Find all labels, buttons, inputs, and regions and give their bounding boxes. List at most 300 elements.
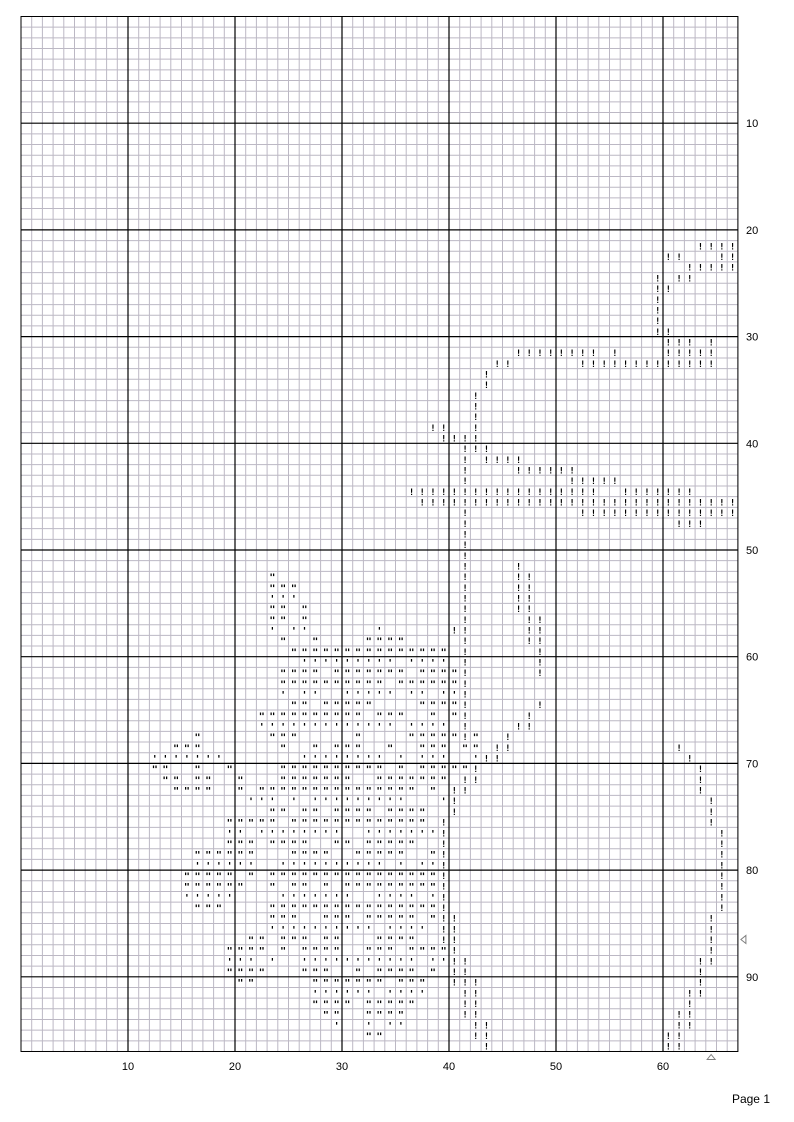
stitch-tick: ' (173, 754, 180, 766)
stitch-tick: ' (290, 860, 297, 872)
stitch-excl: ! (665, 487, 672, 498)
stitch-tick: ' (312, 892, 319, 904)
stitch-excl: ! (515, 594, 522, 605)
stitch-excl: ! (462, 498, 468, 509)
stitch-excl: ! (440, 839, 447, 850)
stitch-dquote: " (322, 700, 329, 712)
stitch-tick: ' (280, 860, 287, 872)
stitch-dquote: " (397, 786, 404, 798)
stitch-dquote: " (376, 764, 383, 776)
stitch-excl: ! (473, 978, 479, 989)
stitch-dquote: " (376, 999, 383, 1011)
stitch-dquote: " (472, 732, 479, 744)
stitch-dquote: " (194, 764, 201, 776)
stitch-dquote: " (290, 839, 297, 851)
stitch-tick: ' (408, 892, 415, 904)
stitch-dquote: " (419, 946, 426, 958)
stitch-tick: ' (419, 658, 426, 670)
stitch-dquote: " (312, 743, 319, 755)
stitch-tick: ' (301, 754, 308, 766)
stitch-tick: ' (397, 956, 404, 968)
stitch-excl: ! (729, 498, 736, 509)
stitch-tick: ' (376, 860, 383, 872)
stitch-excl: ! (505, 455, 511, 466)
stitch-excl: ! (665, 509, 672, 520)
stitch-dquote: " (258, 967, 265, 979)
stitch-dquote: " (429, 711, 436, 723)
center-column-marker-icon (707, 1054, 715, 1059)
stitch-dquote: " (429, 647, 436, 659)
stitch-excl: ! (494, 754, 500, 765)
stitch-dquote: " (408, 818, 415, 830)
stitch-dquote: " (301, 946, 308, 958)
stitch-excl: ! (622, 509, 629, 520)
stitch-tick: ' (226, 892, 233, 904)
stitch-excl: ! (451, 967, 458, 978)
stitch-dquote: " (376, 818, 383, 830)
stitch-excl: ! (440, 818, 447, 829)
stitch-excl: ! (558, 349, 565, 360)
stitch-tick: ' (397, 988, 404, 1000)
stitch-excl: ! (505, 359, 511, 370)
stitch-dquote: " (280, 615, 287, 627)
stitch-dquote: " (237, 786, 244, 798)
stitch-tick: ' (205, 892, 212, 904)
stitch-tick: ' (333, 1020, 340, 1032)
stitch-dquote: " (344, 871, 351, 883)
stitch-tick: ' (290, 594, 297, 606)
stitch-excl: ! (622, 498, 629, 509)
stitch-dquote: " (312, 647, 319, 659)
center-row-marker-icon (741, 935, 746, 943)
stitch-tick: ' (397, 924, 404, 936)
stitch-dquote: " (269, 903, 276, 915)
stitch-dquote: " (408, 647, 415, 659)
stitch-tick: ' (344, 892, 351, 904)
stitch-dquote: " (365, 679, 372, 691)
stitch-dquote: " (162, 764, 169, 776)
stitch-dquote: " (280, 903, 287, 915)
stitch-dquote: " (333, 935, 340, 947)
stitch-excl: ! (440, 914, 447, 925)
stitch-dquote: " (226, 839, 233, 851)
stitch-dquote: " (344, 775, 351, 787)
stitch-tick: ' (290, 626, 297, 638)
stitch-tick: ' (344, 956, 351, 968)
stitch-excl: ! (654, 327, 661, 338)
stitch-excl: ! (580, 359, 586, 370)
stitch-excl: ! (558, 498, 565, 509)
stitch-excl: ! (526, 583, 532, 594)
stitch-excl: ! (601, 359, 607, 370)
stitch-dquote: " (344, 999, 351, 1011)
stitch-excl: ! (505, 743, 511, 754)
stitch-dquote: " (237, 850, 244, 862)
row-label: 50 (746, 545, 759, 557)
stitch-excl: ! (451, 797, 458, 808)
stitch-dquote: " (183, 786, 190, 798)
stitch-excl: ! (665, 349, 672, 360)
stitch-dquote: " (355, 668, 362, 680)
stitch-excl: ! (612, 498, 618, 509)
stitch-excl: ! (580, 477, 586, 488)
stitch-tick: ' (301, 860, 308, 872)
stitch-dquote: " (355, 743, 362, 755)
stitch-dquote: " (301, 764, 308, 776)
stitch-excl: ! (537, 669, 543, 680)
stitch-excl: ! (547, 349, 554, 360)
stitch-dquote: " (322, 935, 329, 947)
stitch-dquote: " (376, 871, 383, 883)
stitch-tick: ' (429, 860, 436, 872)
stitch-dquote: " (355, 978, 362, 990)
stitch-dquote: " (280, 786, 287, 798)
stitch-excl: ! (622, 487, 629, 498)
stitch-dquote: " (344, 818, 351, 830)
stitch-excl: ! (590, 477, 597, 488)
stitch-excl: ! (462, 669, 468, 680)
stitch-tick: ' (387, 988, 394, 1000)
stitch-dquote: " (429, 786, 436, 798)
stitch-dquote: " (376, 839, 383, 851)
stitch-excl: ! (430, 423, 436, 434)
stitch-tick: ' (376, 828, 383, 840)
stitch-dquote: " (376, 978, 383, 990)
stitch-tick: ' (429, 658, 436, 670)
stitch-tick: ' (301, 690, 308, 702)
stitch-excl: ! (440, 829, 447, 840)
stitch-excl: ! (526, 711, 532, 722)
stitch-tick: ' (419, 690, 426, 702)
stitch-dquote: " (322, 871, 329, 883)
stitch-dquote: " (387, 711, 394, 723)
stitch-dquote: " (194, 743, 201, 755)
stitch-excl: ! (526, 594, 532, 605)
stitch-excl: ! (473, 413, 479, 424)
stitch-excl: ! (537, 498, 543, 509)
stitch-dquote: " (322, 978, 329, 990)
stitch-dquote: " (215, 882, 222, 894)
stitch-dquote: " (440, 764, 447, 776)
stitch-dquote: " (419, 732, 426, 744)
stitch-dquote: " (301, 668, 308, 680)
stitch-excl: ! (612, 349, 618, 360)
stitch-tick: ' (333, 658, 340, 670)
stitch-excl: ! (462, 957, 468, 968)
stitch-dquote: " (376, 636, 383, 648)
stitch-tick: ' (365, 924, 372, 936)
stitch-dquote: " (269, 583, 276, 595)
stitch-dquote: " (333, 668, 340, 680)
stitch-excl: ! (719, 903, 725, 914)
stitch-tick: ' (333, 956, 340, 968)
stitch-excl: ! (580, 509, 586, 520)
stitch-dquote: " (376, 711, 383, 723)
stitch-excl: ! (483, 487, 490, 498)
stitch-dquote: " (429, 850, 436, 862)
stitch-tick: ' (194, 754, 201, 766)
stitch-excl: ! (729, 263, 736, 274)
stitch-tick: ' (322, 828, 329, 840)
stitch-dquote: " (301, 647, 308, 659)
stitch-excl: ! (719, 882, 725, 893)
stitch-dquote: " (472, 743, 479, 755)
stitch-dquote: " (440, 946, 447, 958)
stitch-excl: ! (676, 274, 682, 285)
stitch-excl: ! (515, 722, 522, 733)
stitch-excl: ! (462, 733, 468, 744)
stitch-tick: ' (355, 796, 362, 808)
stitch-tick: ' (344, 924, 351, 936)
stitch-excl: ! (697, 967, 704, 978)
stitch-tick: ' (183, 754, 190, 766)
stitch-dquote: " (429, 903, 436, 915)
stitch-excl: ! (462, 466, 468, 477)
stitch-excl: ! (697, 498, 704, 509)
stitch-excl: ! (515, 349, 522, 360)
stitch-excl: ! (440, 498, 447, 509)
stitch-dquote: " (408, 786, 415, 798)
stitch-tick: ' (365, 796, 372, 808)
stitch-dquote: " (290, 764, 297, 776)
stitch-excl: ! (697, 786, 704, 797)
stitch-excl: ! (462, 615, 468, 626)
stitch-dquote: " (312, 850, 319, 862)
stitch-dquote: " (312, 967, 319, 979)
stitch-dquote: " (258, 786, 265, 798)
stitch-tick: ' (280, 892, 287, 904)
stitch-excl: ! (473, 423, 479, 434)
stitch-excl: ! (473, 402, 479, 413)
stitch-excl: ! (708, 263, 714, 274)
stitch-excl: ! (676, 1021, 682, 1032)
stitch-dquote: " (301, 903, 308, 915)
stitch-dquote: " (226, 818, 233, 830)
row-label: 90 (746, 971, 759, 984)
stitch-excl: ! (590, 349, 597, 360)
stitch-tick: ' (215, 754, 222, 766)
stitch-dquote: " (280, 935, 287, 947)
stitch-dquote: " (280, 711, 287, 723)
stitch-dquote: " (333, 775, 340, 787)
stitch-tick: ' (365, 1020, 372, 1032)
stitch-dquote: " (322, 764, 329, 776)
stitch-excl: ! (537, 637, 543, 648)
stitch-tick: ' (387, 892, 394, 904)
stitch-dquote: " (290, 775, 297, 787)
stitch-tick: ' (333, 924, 340, 936)
stitch-excl: ! (526, 487, 532, 498)
stitch-tick: ' (408, 690, 415, 702)
stitch-tick: ' (344, 722, 351, 734)
stitch-dquote: " (429, 882, 436, 894)
stitch-excl: ! (462, 594, 468, 605)
stitch-tick: ' (344, 988, 351, 1000)
stitch-dquote: " (376, 914, 383, 926)
stitch-tick: ' (355, 690, 362, 702)
stitch-dquote: " (397, 636, 404, 648)
stitch-tick: ' (322, 988, 329, 1000)
stitch-dquote: " (333, 914, 340, 926)
stitch-excl: ! (462, 477, 468, 488)
stitch-excl: ! (580, 498, 586, 509)
stitch-tick: ' (376, 626, 383, 638)
stitch-excl: ! (654, 295, 661, 306)
stitch-dquote: " (408, 935, 415, 947)
row-label: 20 (746, 224, 759, 237)
stitch-dquote: " (376, 882, 383, 894)
stitch-dquote: " (322, 711, 329, 723)
stitch-dquote: " (419, 775, 426, 787)
stitch-tick: ' (355, 988, 362, 1000)
stitch-excl: ! (633, 359, 639, 370)
stitch-excl: ! (494, 487, 500, 498)
stitch-dquote: " (333, 871, 340, 883)
stitch-tick: ' (387, 796, 394, 808)
stitch-dquote: " (301, 711, 308, 723)
stitch-excl: ! (526, 637, 532, 648)
stitch-dquote: " (280, 583, 287, 595)
stitch-excl: ! (676, 509, 682, 520)
stitch-tick: ' (312, 722, 319, 734)
stitch-excl: ! (473, 989, 479, 1000)
stitch-excl: ! (462, 487, 468, 498)
stitch-excl: ! (451, 498, 458, 509)
stitch-excl: ! (612, 477, 618, 488)
stitch-tick: ' (280, 924, 287, 936)
stitch-dquote: " (312, 903, 319, 915)
stitch-excl: ! (526, 498, 532, 509)
page-number: Page 1 (731, 1092, 770, 1106)
stitch-dquote: " (322, 946, 329, 958)
stitch-tick: ' (376, 796, 383, 808)
stitch-dquote: " (301, 604, 308, 616)
stitch-dquote: " (344, 764, 351, 776)
stitch-excl: ! (462, 541, 468, 552)
stitch-tick: ' (301, 722, 308, 734)
stitch-tick: ' (226, 860, 233, 872)
stitch-tick: ' (194, 860, 201, 872)
stitch-excl: ! (708, 242, 714, 253)
stitch-tick: ' (269, 626, 276, 638)
stitch-tick: ' (376, 658, 383, 670)
stitch-dquote: " (365, 978, 372, 990)
stitch-tick: ' (408, 828, 415, 840)
stitch-excl: ! (440, 861, 447, 872)
stitch-dquote: " (408, 871, 415, 883)
stitch-dquote: " (258, 946, 265, 958)
stitch-dquote: " (355, 882, 362, 894)
stitch-dquote: " (419, 764, 426, 776)
stitch-excl: ! (473, 445, 479, 456)
stitch-dquote: " (451, 711, 458, 723)
stitch-tick: ' (408, 988, 415, 1000)
stitch-dquote: " (376, 679, 383, 691)
stitch-tick: ' (440, 796, 447, 808)
stitch-dquote: " (333, 786, 340, 798)
stitch-excl: ! (515, 498, 522, 509)
stitch-tick: ' (387, 956, 394, 968)
stitch-dquote: " (419, 679, 426, 691)
stitch-excl: ! (665, 253, 672, 264)
stitch-tick: ' (322, 658, 329, 670)
stitch-tick: ' (451, 690, 458, 702)
stitch-dquote: " (408, 978, 415, 990)
stitch-dquote: " (290, 679, 297, 691)
stitch-dquote: " (397, 871, 404, 883)
stitch-tick: ' (205, 860, 212, 872)
stitch-excl: ! (719, 242, 725, 253)
stitch-dquote: " (269, 871, 276, 883)
stitch-excl: ! (462, 530, 468, 541)
stitch-tick: ' (419, 860, 426, 872)
stitch-dquote: " (301, 850, 308, 862)
stitch-excl: ! (697, 765, 704, 776)
stitch-dquote: " (301, 679, 308, 691)
stitch-excl: ! (569, 487, 575, 498)
stitch-tick: ' (419, 924, 426, 936)
stitch-dquote: " (365, 871, 372, 883)
stitch-dquote: " (301, 786, 308, 798)
stitch-excl: ! (708, 935, 714, 946)
stitch-dquote: " (365, 786, 372, 798)
stitch-excl: ! (687, 349, 693, 360)
stitch-dquote: " (333, 700, 340, 712)
stitch-excl: ! (451, 946, 458, 957)
stitch-dquote: " (408, 999, 415, 1011)
stitch-dquote: " (301, 775, 308, 787)
stitch-tick: ' (397, 1020, 404, 1032)
stitch-dquote: " (387, 850, 394, 862)
stitch-excl: ! (654, 306, 661, 317)
stitch-tick: ' (280, 828, 287, 840)
stitch-dquote: " (462, 743, 469, 755)
stitch-dquote: " (333, 1010, 340, 1022)
stitch-tick: ' (322, 754, 329, 766)
stitch-tick: ' (440, 754, 447, 766)
stitch-dquote: " (387, 999, 394, 1011)
stitch-tick: ' (248, 860, 255, 872)
stitch-dquote: " (397, 967, 404, 979)
stitch-excl: ! (419, 498, 425, 509)
stitch-dquote: " (419, 668, 426, 680)
stitch-excl: ! (451, 807, 458, 818)
stitch-excl: ! (537, 615, 543, 626)
stitch-dquote: " (301, 935, 308, 947)
stitch-dquote: " (194, 903, 201, 915)
stitch-excl: ! (633, 509, 639, 520)
stitch-dquote: " (397, 679, 404, 691)
stitch-tick: ' (333, 754, 340, 766)
stitch-dquote: " (333, 743, 340, 755)
stitch-dquote: " (397, 668, 404, 680)
stitch-excl: ! (697, 263, 704, 274)
stitch-dquote: " (226, 946, 233, 958)
stitch-tick: ' (333, 892, 340, 904)
stitch-excl: ! (462, 999, 468, 1010)
stitch-dquote: " (408, 679, 415, 691)
stitch-excl: ! (462, 786, 468, 797)
stitch-tick: ' (333, 828, 340, 840)
stitch-excl: ! (719, 861, 725, 872)
stitch-excl: ! (687, 1021, 693, 1032)
stitch-tick: ' (429, 828, 436, 840)
stitch-tick: ' (429, 722, 436, 734)
stitch-excl: ! (526, 722, 532, 733)
stitch-excl: ! (547, 487, 554, 498)
stitch-excl: ! (483, 1042, 490, 1053)
stitch-dquote: " (312, 711, 319, 723)
